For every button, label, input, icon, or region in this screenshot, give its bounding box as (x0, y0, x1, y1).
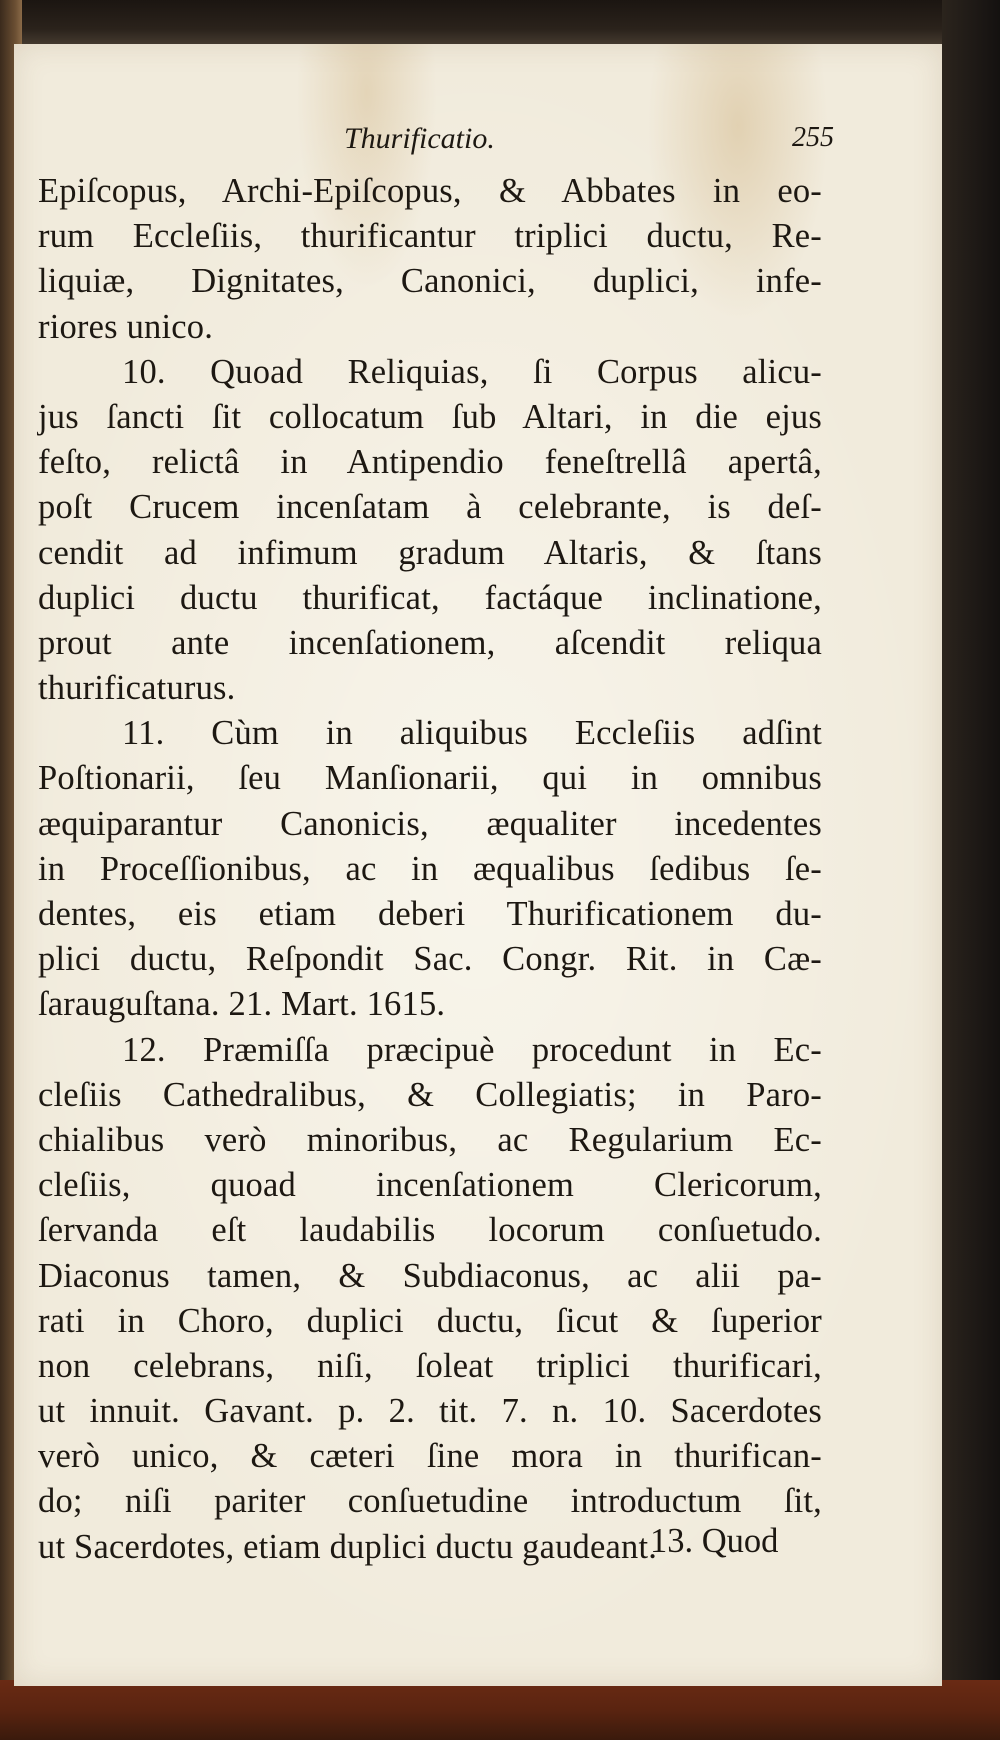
scan-top-border (0, 0, 1000, 48)
text-line: prout ante incenſationem, aſcendit reliqua (38, 623, 822, 662)
text-line: ut Sacerdotes, etiam duplici ductu gaudeant. (38, 1527, 658, 1566)
body-text (38, 169, 822, 1570)
text-line: poſt Crucem incenſatam à celebrante, is deſ- (38, 488, 822, 527)
paragraph-start-line: 11. Cùm in aliquibus Eccleſiis adſint (122, 714, 822, 753)
text-line: feſto, relictâ in Antipendio feneſtrellâ apertâ, (38, 443, 822, 482)
text-line: plici ductu, Reſpondit Sac. Congr. Rit. in Cæ- (38, 940, 822, 979)
book-edge-bottom (0, 1680, 1000, 1740)
text-line: ſervanda eſt laudabilis locorum conſuetudo. (38, 1211, 822, 1250)
text-line: verò unico, & cæteri ſine mora in thurifican- (38, 1437, 822, 1476)
running-head-title: Thurificatio. (344, 122, 495, 155)
text-line: cleſiis, quoad incenſationem Clericorum, (38, 1166, 822, 1205)
text-line: rum Eccleſiis, thurificantur triplici ductu, Re- (38, 217, 822, 256)
text-line: ut innuit. Gavant. p. 2. tit. 7. n. 10. Sacerdotes (38, 1392, 822, 1431)
text-line: duplici ductu thurificat, factáque inclinatione, (38, 578, 822, 617)
page-number: 255 (792, 122, 834, 153)
text-line: cleſiis Cathedralibus, & Collegiatis; in Paro- (38, 1075, 822, 1114)
text-line: do; niſi pariter conſuetudine introductum ſit, (38, 1482, 822, 1521)
text-line: cendit ad infimum gradum Altaris, & ſtans (38, 533, 822, 572)
text-line: in Proceſſionibus, ac in æqualibus ſedibus ſe- (38, 849, 822, 888)
paragraph-start-line: 12. Præmiſſa præcipuè procedunt in Ec- (122, 1030, 822, 1069)
running-head (14, 122, 942, 162)
scan-right-border (942, 0, 1000, 1740)
book-page (14, 44, 942, 1686)
text-line: non celebrans, niſi, ſoleat triplici thurificari, (38, 1346, 822, 1385)
text-line: Poſtionarii, ſeu Manſionarii, qui in omnibus (38, 759, 822, 798)
text-line: riores unico. (38, 307, 214, 346)
text-line: ſarauguſtana. 21. Mart. 1615. (38, 985, 446, 1024)
text-line: rati in Choro, duplici ductu, ſicut & ſuperior (38, 1301, 822, 1340)
text-line: dentes, eis etiam deberi Thurificationem du- (38, 895, 822, 933)
text-line: æquiparantur Canonicis, æqualiter incedentes (38, 804, 822, 843)
text-line: Diaconus tamen, & Subdiaconus, ac alii pa- (38, 1256, 822, 1295)
text-line: thurificaturus. (38, 669, 236, 708)
text-line: chialibus verò minoribus, ac Regularium Ec- (38, 1120, 822, 1159)
text-line: jus ſancti ſit collocatum ſub Altari, in die ejus (38, 397, 822, 436)
catchword: 13. Quod (650, 1522, 779, 1560)
paragraph-start-line: 10. Quoad Reliquias, ſi Corpus alicu- (122, 352, 822, 391)
text-line: Epiſcopus, Archi-Epiſcopus, & Abbates in eo- (38, 172, 822, 210)
text-line: liquiæ, Dignitates, Canonici, duplici, infe- (38, 262, 822, 301)
